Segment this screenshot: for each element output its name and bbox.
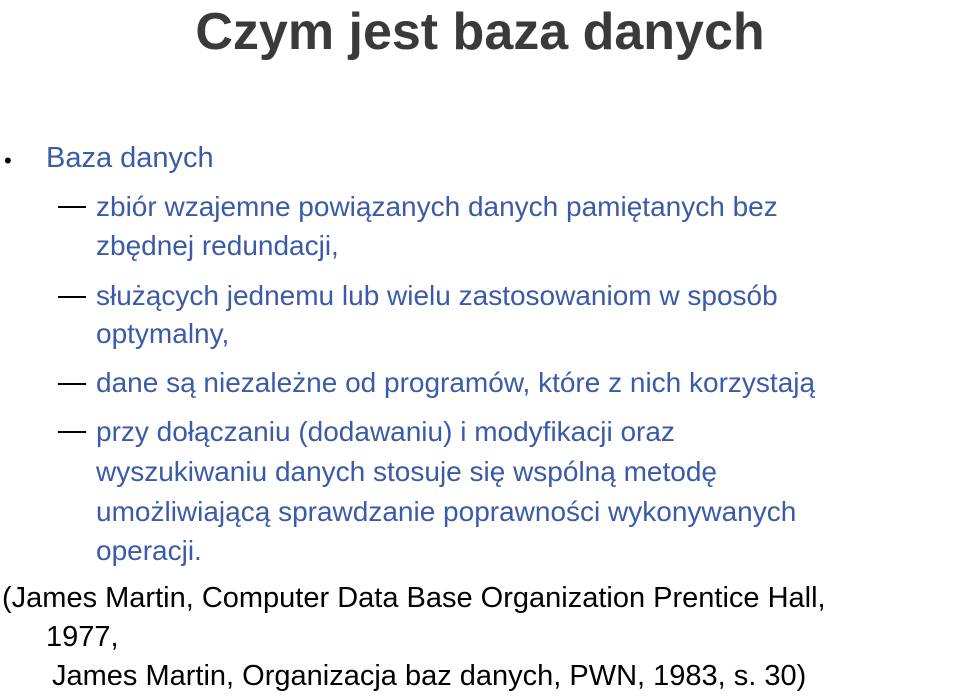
sub-item-line: służących jednemu lub wielu zastosowaniom w sposób	[96, 280, 778, 311]
dash-icon	[58, 431, 86, 433]
citation-line-2: 1977,	[46, 621, 119, 653]
bullet-dot-icon: •	[4, 148, 12, 173]
dash-icon	[58, 296, 86, 298]
sub-item-line: umożliwiającą sprawdzanie poprawności wykonywanych	[96, 496, 797, 527]
sub-item-line: dane są niezależne od programów, które z nich korzystają	[96, 367, 816, 398]
citation-line-1: (James Martin, Computer Data Base Organization Prentice Hall,	[2, 582, 826, 614]
sub-item-line: przy dołączaniu (dodawaniu) i modyfikacji oraz	[96, 416, 675, 447]
sub-item-line: wyszukiwaniu danych stosuje się wspólną metodę	[96, 456, 717, 487]
bullet-label: Baza danych	[46, 142, 214, 174]
sub-item-line: zbędnej redundacji,	[96, 230, 339, 261]
sub-item-line: operacji.	[96, 535, 202, 566]
dash-icon	[58, 383, 86, 385]
citation-line-3: James Martin, Organizacja baz danych, PWN, 1983, s. 30)	[52, 660, 807, 692]
sub-item-line: zbiór wzajemne powiązanych danych pamiętanych bez	[96, 191, 778, 222]
sub-item-line: optymalny,	[96, 318, 230, 349]
dash-icon	[58, 206, 86, 208]
slide-title: Czym jest baza danych	[195, 3, 765, 61]
